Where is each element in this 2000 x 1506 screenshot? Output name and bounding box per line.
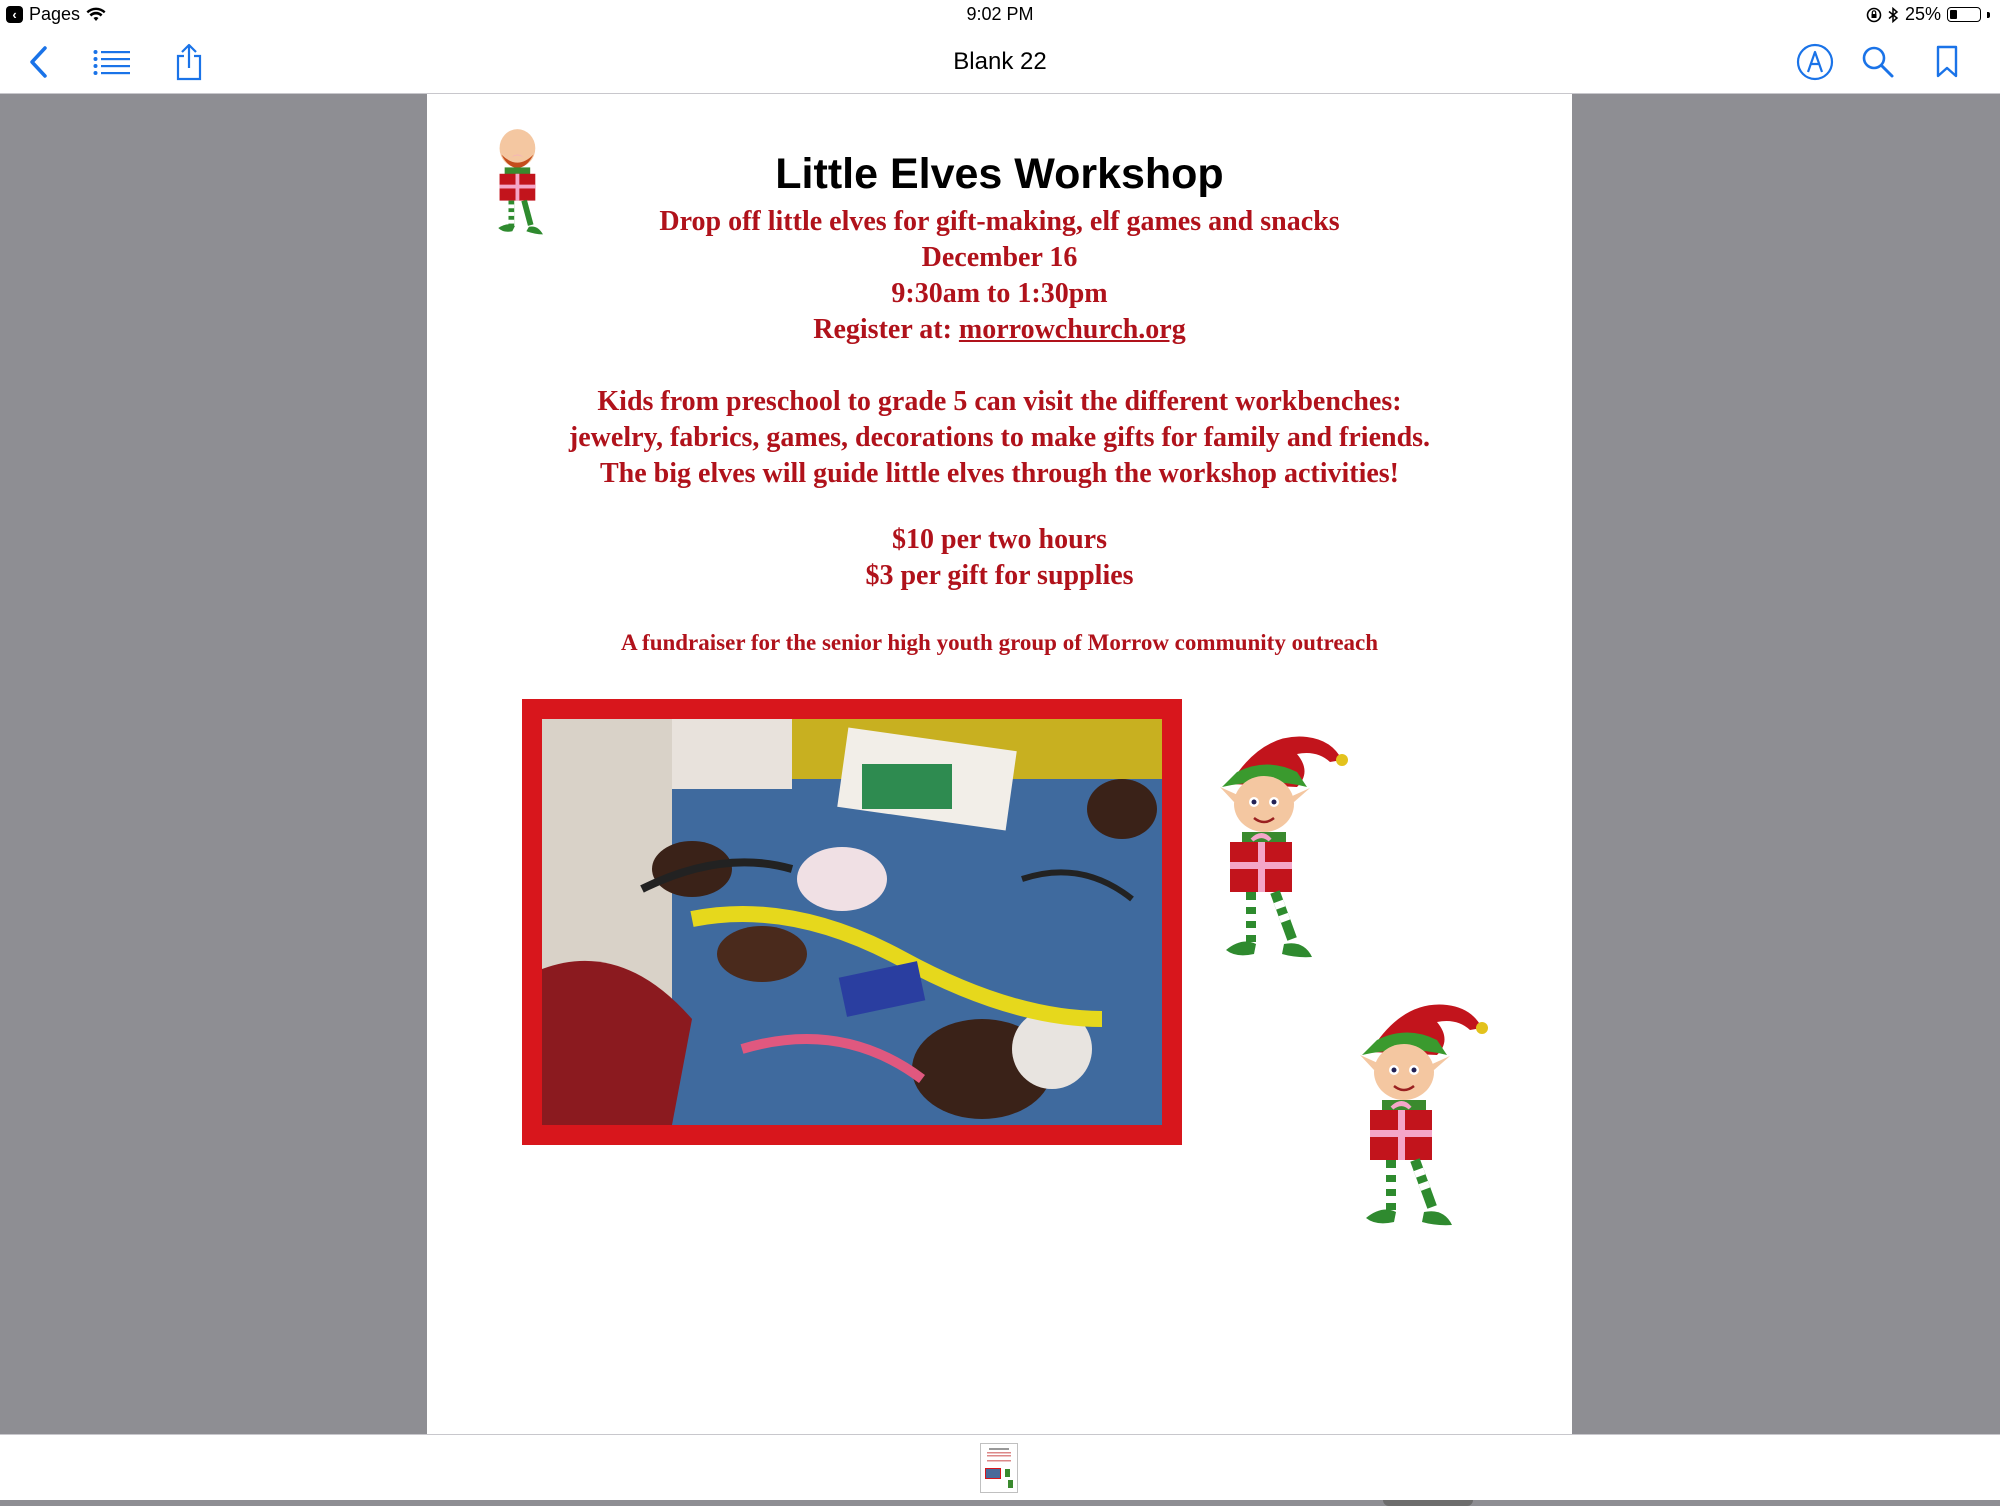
- flyer-title: Little Elves Workshop: [775, 150, 1224, 198]
- flyer-register: [427, 314, 1572, 346]
- workshop-photo-image: [542, 719, 1162, 1125]
- status-bar: [0, 0, 2000, 30]
- document-title: Blank 22: [953, 48, 1047, 75]
- status-right: [1866, 4, 1990, 25]
- orientation-lock-icon: [1866, 7, 1882, 23]
- bookmark-button[interactable]: [1925, 40, 1969, 84]
- battery-percent: 25%: [1904, 4, 1941, 24]
- elf-figure: [1360, 1005, 1488, 1226]
- bluetooth-icon: [1888, 7, 1899, 23]
- price-per-gift: $3 per gift for supplies: [865, 560, 1134, 591]
- elf-illustration-bottom: [1352, 1000, 1502, 1235]
- paragraph-line: Kids from preschool to grade 5 can visit the different workbenches:: [597, 386, 1402, 417]
- flyer-subtitle: Drop off little elves for gift-making, elf games and snacks: [659, 206, 1340, 237]
- search-icon: [1861, 45, 1895, 79]
- flyer-date: December 16: [921, 242, 1078, 273]
- page-thumbnail-image: [981, 1444, 1017, 1492]
- paragraph-line: jewelry, fabrics, games, decorations to make gifts for family and friends.: [568, 422, 1431, 453]
- workshop-photo: [522, 699, 1182, 1145]
- markup-icon: [1796, 43, 1834, 81]
- markup-button[interactable]: [1793, 40, 1837, 84]
- battery-fill: [1950, 10, 1957, 19]
- status-time: 9:02 PM: [966, 4, 1034, 24]
- price-per-hours: $10 per two hours: [892, 524, 1107, 555]
- document-page[interactable]: [427, 94, 1572, 1434]
- flyer-hours: 9:30am to 1:30pm: [891, 278, 1108, 309]
- battery-tip: [1987, 12, 1990, 18]
- elf-illustration-middle: [1212, 732, 1362, 967]
- page-thumbnail[interactable]: [980, 1443, 1018, 1493]
- fundraiser-note: A fundraiser for the senior high youth group of Morrow community outreach: [620, 630, 1379, 655]
- register-link[interactable]: morrowchurch.org: [958, 314, 1186, 345]
- flyer-paragraph: [427, 384, 1572, 492]
- bookmark-icon: [1935, 45, 1959, 79]
- back-to-app-icon[interactable]: ‹: [6, 6, 23, 23]
- elf-figure: [1220, 737, 1348, 958]
- register-label: Register at:: [813, 314, 959, 345]
- search-button[interactable]: [1856, 40, 1900, 84]
- paragraph-line: The big elves will guide little elves through the workshop activities!: [599, 458, 1400, 489]
- nav-bar: [0, 30, 2000, 94]
- page-thumbnail-bar: [0, 1434, 2000, 1500]
- back-app-label[interactable]: Pages: [29, 4, 81, 24]
- battery-icon: [1947, 7, 1981, 22]
